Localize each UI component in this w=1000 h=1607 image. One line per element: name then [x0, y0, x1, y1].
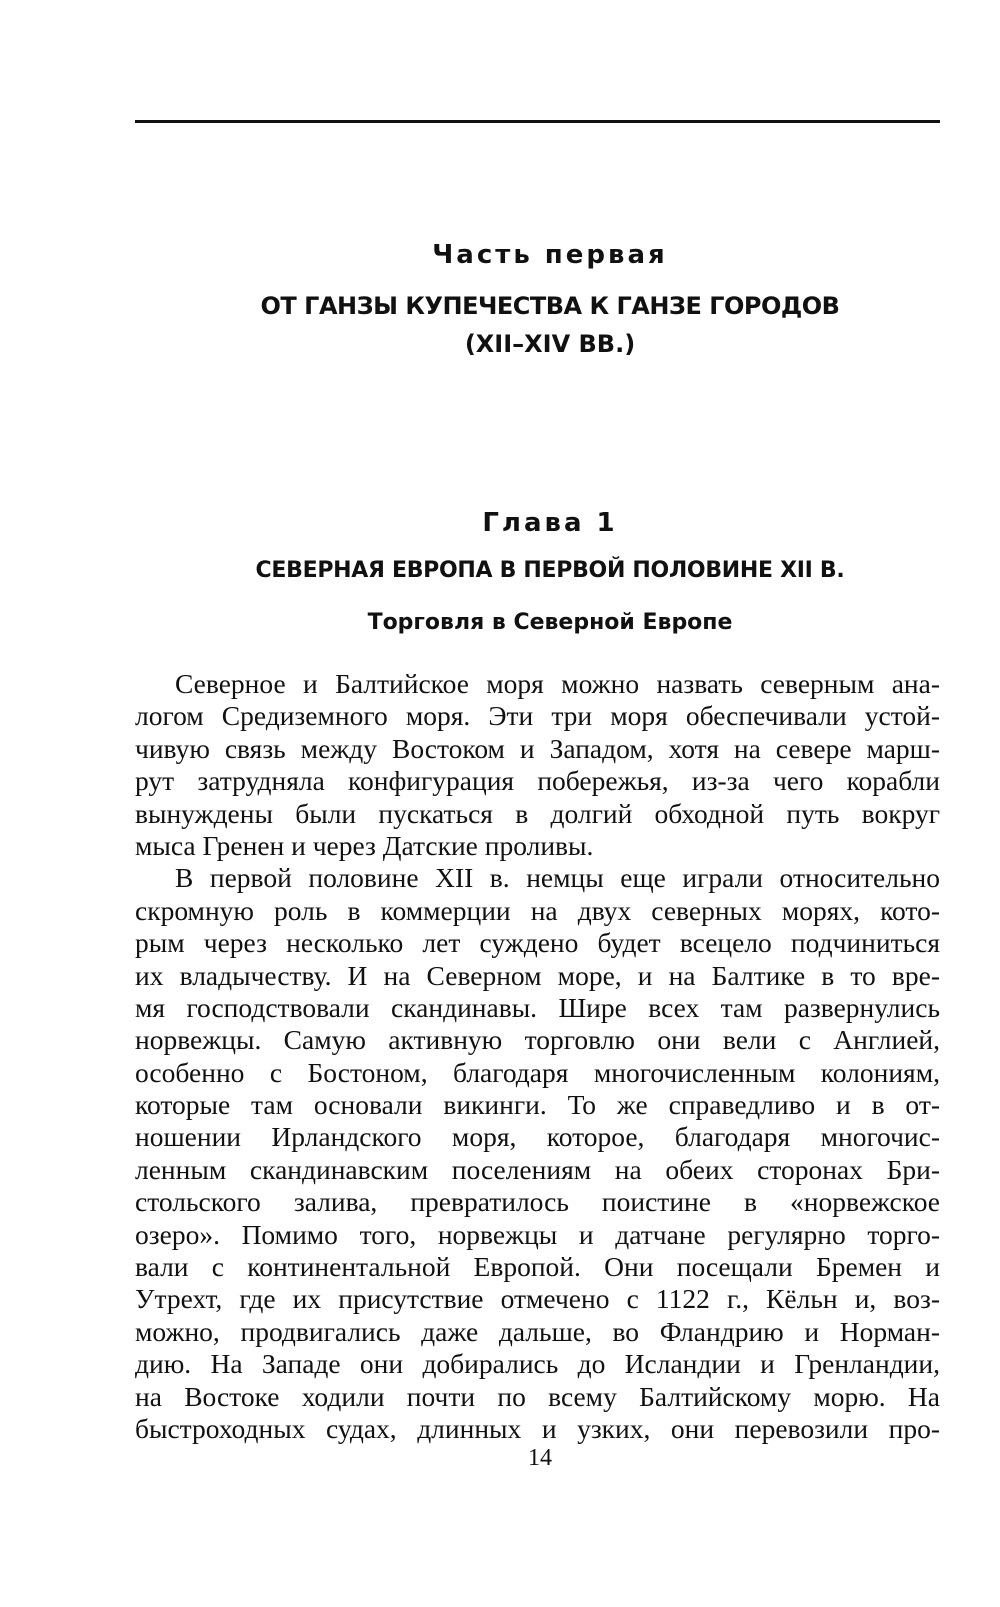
text-line: чивую связь между Востоком и Западом, хотя на севере марш- — [135, 732, 940, 764]
page-number: 14 — [528, 1445, 552, 1471]
text-line: скромную роль в коммерции на двух северных морях, кото- — [135, 894, 940, 926]
text-line: норвежцы. Самую активную торговлю они вели с Англией, — [135, 1024, 940, 1056]
text-line: логом Средиземного моря. Эти три моря обеспечивали устой- — [135, 700, 940, 732]
text-line: озеро». Помимо того, норвежцы и датчане регулярно торго- — [135, 1218, 940, 1250]
paragraph-2 — [135, 862, 940, 1445]
text-line: их владычеству. И на Северном море, и на Балтике в то вре- — [135, 959, 940, 991]
top-rule — [135, 120, 940, 123]
text-line: на Востоке ходили почти по всему Балтийскому морю. На — [135, 1380, 940, 1412]
text-line: ленным скандинавским поселениям на обеих сторонах Бри- — [135, 1153, 940, 1185]
text-line: Утрехт, где их присутствие отмечено с 1122 г., Кёльн и, воз- — [135, 1283, 940, 1315]
text-line: вали с континентальной Европой. Они посещали Бремен и — [135, 1251, 940, 1283]
text-line: рым через несколько лет суждено будет всецело подчиниться — [135, 927, 940, 959]
body-text — [135, 668, 940, 1445]
section-title: Торговля в Северной Европе — [367, 610, 733, 635]
chapter-title: Глава 1 — [482, 508, 618, 538]
text-line: можно, продвигались даже дальше, во Фландрию и Норман- — [135, 1315, 940, 1347]
text-line: стольского залива, превратилось поистине в «норвежское — [135, 1186, 940, 1218]
chapter-subtitle: СЕВЕРНАЯ ЕВРОПА В ПЕРВОЙ ПОЛОВИНЕ XII В. — [255, 558, 845, 583]
text-line: рут затрудняла конфигурация побережья, из-за чего корабли — [135, 765, 940, 797]
text-line: особенно с Бостоном, благодаря многочисленным колониям, — [135, 1056, 940, 1088]
text-line: мыса Гренен и через Датские проливы. — [135, 829, 594, 861]
part-title: Часть первая — [432, 240, 668, 270]
part-period: (XII–XIV ВВ.) — [464, 330, 636, 358]
text-line: В первой половине XII в. немцы еще играли относительно — [175, 862, 940, 894]
text-line: которые там основали викинги. То же справедливо и в от- — [135, 1089, 940, 1121]
text-line: вынуждены были пускаться в долгий обходной путь вокруг — [135, 797, 940, 829]
text-line: Северное и Балтийское моря можно назвать северным ана- — [175, 668, 940, 699]
text-line: быстроходных судах, длинных и узких, они перевозили про- — [135, 1412, 940, 1444]
text-line: дию. На Западе они добирались до Исландии и Гренландии, — [135, 1348, 940, 1380]
text-line: мя господствовали скандинавы. Шире всех там развернулись — [135, 991, 940, 1023]
paragraph-1 — [135, 668, 940, 862]
part-subtitle: ОТ ГАНЗЫ КУПЕЧЕСТВА К ГАНЗЕ ГОРОДОВ — [260, 292, 840, 320]
text-line: ношении Ирландского моря, которое, благодаря многочис- — [135, 1121, 940, 1153]
